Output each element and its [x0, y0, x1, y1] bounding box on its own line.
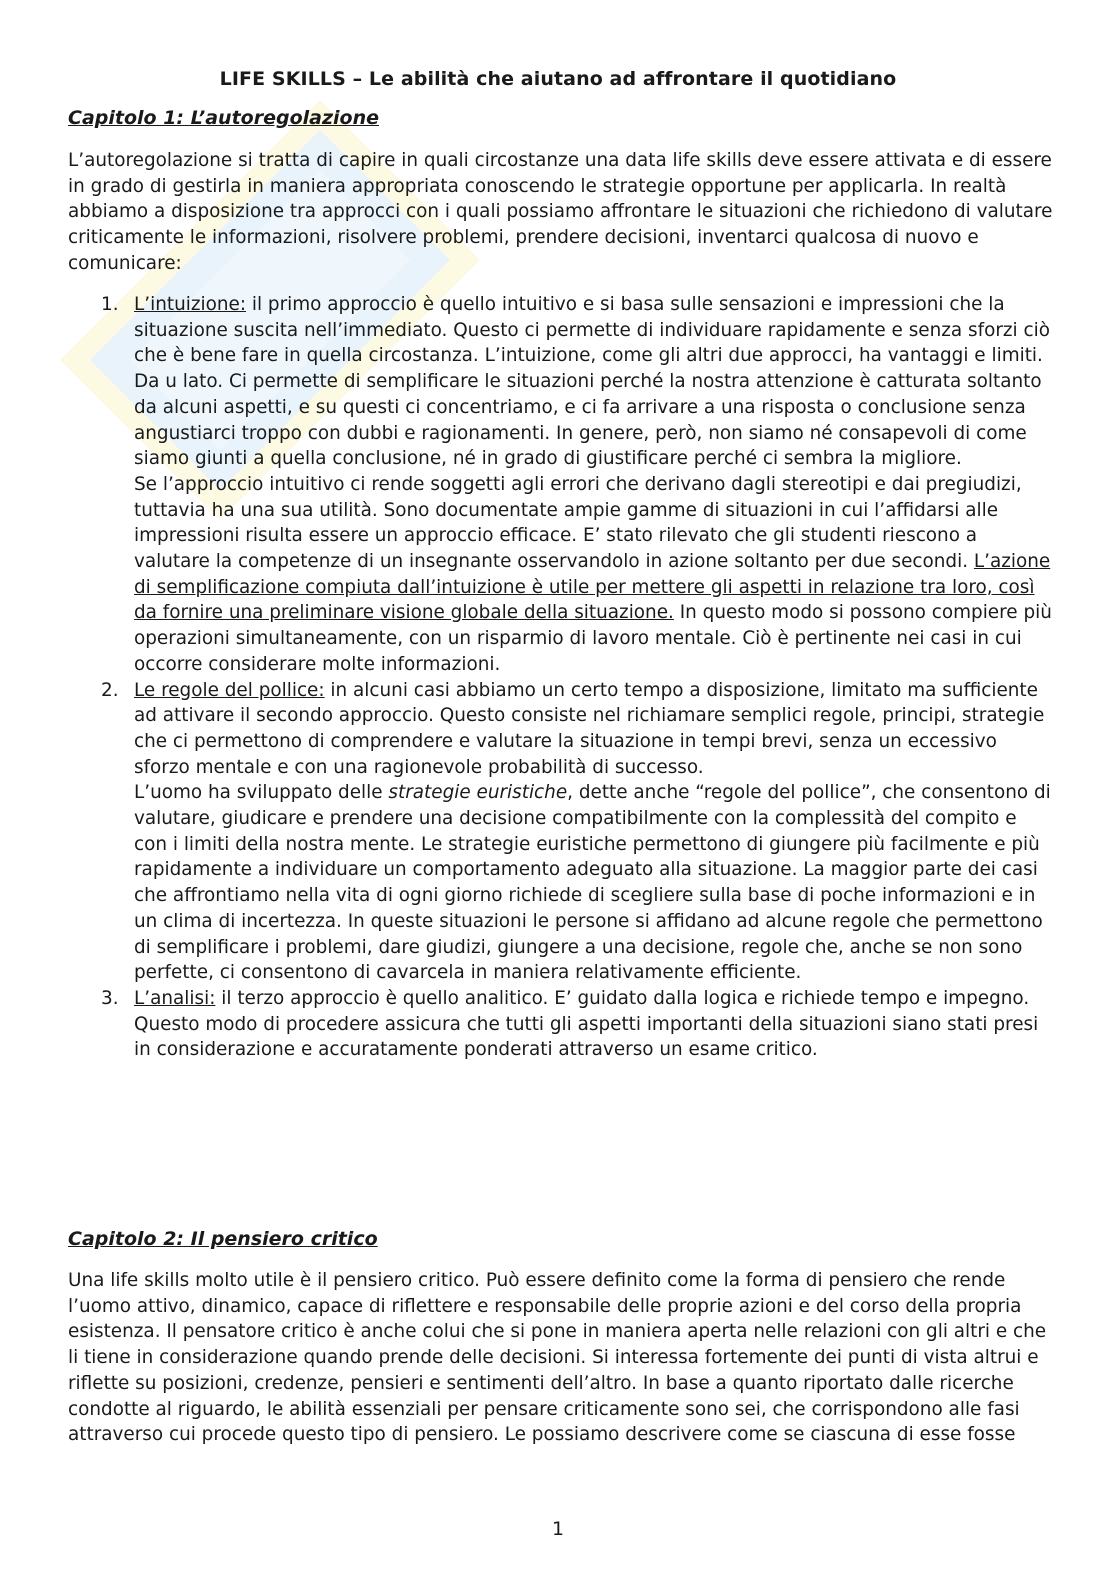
- item-term: L’intuizione:: [134, 294, 247, 315]
- page-number: 1: [551, 1518, 565, 1540]
- italic-text: strategie euristiche: [388, 782, 568, 804]
- list-item: [0, 678, 1052, 986]
- chapter-2-intro: Una life skills molto utile è il pensiero critico. Può essere definito come la forma di pensiero che rende l’uomo attivo, dinamico, capace di riflettere e responsabile delle proprie azioni e del corso della propria esistenza. Il pensatore critico è anche colui che si pone in maniera aperta nelle relazioni con gli altri e che li tiene in considerazione quando prende delle decisioni. Si interessa fortemente dei punti di vista altrui e riflette su posizioni, credenze, pensieri e sentimenti dell’altro. In base a quanto riportato dalle ricerche condotte al riguardo, le abilità essenziali per pensare criticamente sono sei, che corrispondono alle fasi attraverso cui procede questo tipo di pensiero. Le possiamo descrivere come se ciascuna di esse fosse: [68, 1270, 1047, 1446]
- chapter-1-heading: Capitolo 1: L’autoregolazione: [68, 107, 379, 129]
- item-text: , dette anche “regole del pollice”, che consentono di valutare, giudicare e prendere una decisione compatibilmente con la complessità del compito e con i limiti della nostra mente. Le strategie euristiche permettono di giungere più facilmente e più rapidamente a individuare un comportamento adeguato alla situazione. La maggior parte dei casi che affrontiamo nella vita di ogni giorno richiede di scegliere sulla base di poche informazioni e in un clima di incertezza. In queste situazioni le persone si affidano ad alcune regole che permettono di semplificare i problemi, dare giudizi, giungere a una decisione, regole che, anche se non sono perfette, ci consentono di cavarcela in maniera relativamente efficiente.: [134, 782, 1051, 984]
- approaches-list: [0, 292, 1116, 1063]
- item-text: L’uomo ha sviluppato delle: [134, 782, 389, 804]
- item-text: in alcuni casi abbiamo un certo tempo a disposizione, limitato ma sufficiente ad attivare il secondo approccio. Questo consiste nel richiamare semplici regole, principi, strategie che ci permettono di comprendere e valutare la situazione in tempi brevi, senza un eccessivo sforzo mentale e con una ragionevole probabilità di successo.: [134, 679, 1045, 778]
- item-text: il terzo approccio è quello analitico. E’ guidato dalla logica e richiede tempo e impegno. Questo modo di procedere assicura che tutti gli aspetti importanti della situazioni siano stati presi in considerazione e accuratamente ponderati attraverso un esame critico.: [134, 987, 1039, 1061]
- item-text: In questo modo si possono compiere più operazioni simultaneamente, con un risparmio di lavoro mentale. Ciò è pertinente nei casi in cui occorre considerare molte informazioni.: [134, 602, 1052, 675]
- item-text: il primo approccio è quello intuitivo e si basa sulle sensazioni e impressioni che la situazione suscita nell’immediato. Questo ci permette di individuare rapidamente e senza sforzi ciò che è bene fare in quella circostanza. L’intuizione, come gli altri due approcci, ha vantaggi e limiti. Da u lato. Ci permette di semplificare le situazioni perché la nostra attenzione è catturata soltanto da alcuni aspetti, e su questi ci concentriamo, e ci fa arrivare a una risposta o conclusione senza angustiarci troppo con dubbi e ragionamenti. In genere, però, non siamo né consapevoli di come siamo giunti a quella conclusione, né in grado di giustificare perché ci sembra la migliore.: [134, 294, 1050, 470]
- document-title: LIFE SKILLS – Le abilità che aiutano ad affrontare il quotidiano: [219, 68, 897, 90]
- list-item: [0, 292, 1052, 678]
- chapter-1-intro: L’autoregolazione si tratta di capire in quali circostanze una data life skills deve essere attivata e di essere in grado di gestirla in maniera appropriata conoscendo le strategie opportune per applicarla. In realtà abbiamo a disposizione tra approcci con i quali possiamo affrontare le situazioni che richiedono di valutare criticamente le informazioni, risolvere problemi, prendere decisioni, inventarci qualcosa di nuovo e comunicare:: [68, 150, 1053, 274]
- item-term: Le regole del pollice:: [134, 679, 325, 701]
- chapter-2-heading: Capitolo 2: Il pensiero critico: [68, 1228, 378, 1250]
- list-item: [0, 986, 1052, 1063]
- underlined-text: L’azione di semplificazione compiuta dall’intuizione è utile per mettere gli aspetti in relazione tra loro, così da fornire una preliminare visione globale della situazione.: [134, 551, 1051, 624]
- item-text: Se l’approccio intuitivo ci rende soggetti agli errori che derivano dagli stereotipi e dai pregiudizi, tuttavia ha una sua utilità. Sono documentate ampie gamme di situazioni in cui l’affidarsi alle impressioni risulta essere un approccio efficace. E’ stato rilevato che gli studenti riescono a valutare la competenze di un insegnante osservandolo in azione soltanto per due secondi.: [134, 473, 1022, 573]
- list-number: 3.: [101, 987, 119, 1009]
- list-number: 2.: [101, 679, 119, 701]
- list-number: 1.: [101, 294, 119, 315]
- item-term: L’analisi:: [134, 987, 216, 1009]
